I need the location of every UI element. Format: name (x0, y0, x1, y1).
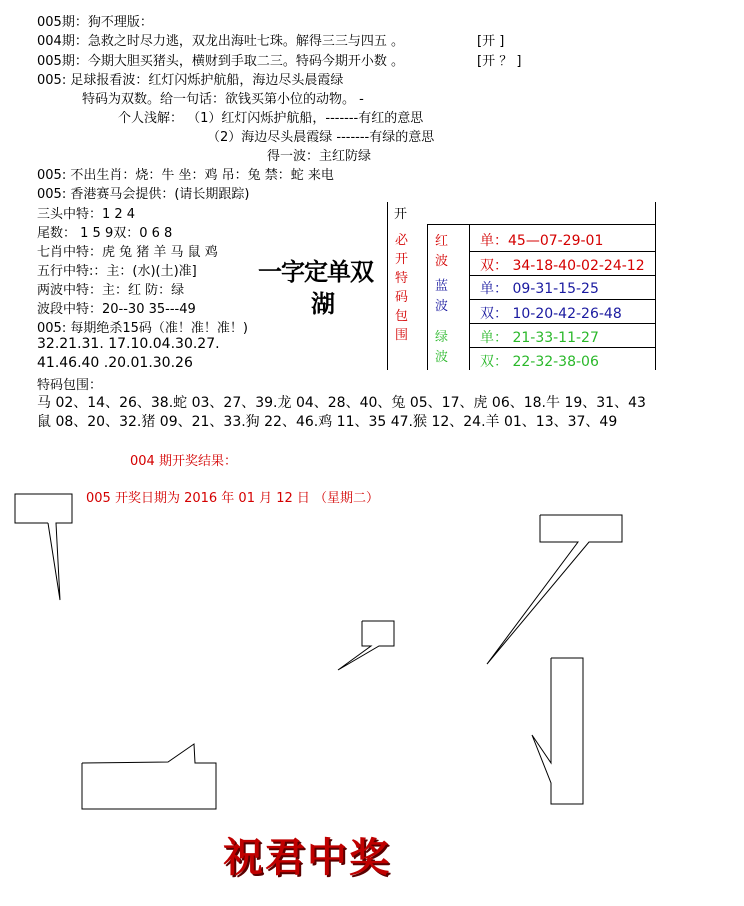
kill-numbers-1: 32.21.31. 17.10.04.30.27. (37, 336, 220, 352)
green-single: 单： 21-33-11-27 (480, 330, 599, 346)
weishu: 尾数： 1 5 9双：0 6 8 (37, 226, 173, 241)
jockey-club-line: 005: 香港赛马会提供：(请长期跟踪) (37, 187, 250, 202)
callout-bottom-left (82, 744, 216, 809)
kill-numbers-2: 41.46.40 .20.01.30.26 (37, 355, 193, 371)
blue-single: 单： 09-31-15-25 (480, 281, 599, 297)
issue-title: 005期：狗不理版： (37, 15, 153, 30)
prophecy-005-tag: [开 ？ ] (477, 54, 522, 69)
callout-bottom-right (532, 658, 583, 804)
wuxing: 五行中特:：主：(水)(土)准] (37, 264, 197, 279)
box-top-char: 开 (394, 207, 408, 222)
callout-right (487, 515, 622, 664)
callout-left (15, 494, 72, 600)
jueshao: 005: 每期绝杀15码（准！准！准！) (37, 321, 248, 336)
tema-row-2: 鼠 08、20、32.猪 09、21、33.狗 22、46.鸡 11、35 47.猴 12、24.羊 01、13、37、49 (37, 414, 618, 430)
blue-double: 双： 10-20-42-26-48 (480, 306, 622, 322)
liangbo: 两波中特：主：红 防：绿 (37, 283, 185, 298)
tema-title: 特码包围： (37, 378, 103, 393)
tema-hint: 特码为双数。给一句话：欲钱买第小位的动物。 - (82, 92, 364, 107)
good-luck-wish: 祝君中奖 (223, 834, 391, 881)
side-label-4: 码 (395, 290, 409, 305)
red-single: 单：45—07-29-01 (480, 233, 604, 249)
side-label-5: 包 (395, 309, 409, 324)
slogan: 一字定单双 (258, 257, 373, 286)
red-wave-label-2: 波 (435, 254, 449, 269)
callout-shapes (0, 480, 744, 820)
callout-center (338, 621, 394, 670)
blue-wave-label-2: 波 (435, 299, 449, 314)
qixiao: 七肖中特：虎 兔 猪 羊 马 鼠 鸡 (37, 245, 218, 260)
green-double: 双： 22-32-38-06 (480, 354, 599, 370)
green-wave-label-2: 波 (435, 350, 449, 365)
tema-row-1: 马 02、14、26、38.蛇 03、27、39.龙 04、28、40、兔 05、17、虎 06、18.牛 19、31、43 (37, 395, 646, 411)
interpretation-2: （2）海边尽头晨霞绿 -------有绿的意思 (207, 130, 435, 145)
zodiac-hints: 005: 不出生肖：烧：牛 坐：鸡 吊：兔 禁：蛇 来电 (37, 168, 334, 183)
prophecy-005: 005期：今期大胆买猪头，横财到手取二三。特码今期开小数 。 (37, 54, 404, 69)
green-wave-label-1: 绿 (435, 330, 449, 345)
side-label-1: 必 (395, 233, 409, 248)
football-riddle: 005: 足球报看波：红灯闪烁护航船，海边尽头晨霞绿 (37, 73, 344, 88)
interpretation-1: 个人浅解： （1）红灯闪烁护航船，-------有红的意思 (118, 111, 424, 126)
prophecy-004-tag: [开 ] (477, 34, 505, 49)
blue-wave-label-1: 蓝 (435, 279, 449, 294)
boduan: 波段中特：20--30 35---49 (37, 302, 196, 317)
result-title: 004 期开奖结果： (130, 454, 237, 469)
prophecy-004: 004期：急救之时尽力逃，双龙出海吐七珠。解得三三与四五 。 (37, 34, 404, 49)
draw-date: 005 开奖日期为 2016 年 01 月 12 日 （星期二） (86, 491, 380, 506)
side-label-6: 围 (395, 328, 409, 343)
side-label-2: 开 (395, 252, 409, 267)
slogan-second-line: 湖 (311, 289, 335, 318)
side-label-3: 特 (395, 271, 409, 286)
wave-result: 得一波：主红防绿 (267, 149, 372, 164)
red-double: 双： 34-18-40-02-24-12 (480, 258, 645, 274)
santou: 三头中特：1 2 4 (37, 207, 136, 222)
red-wave-label-1: 红 (435, 234, 449, 249)
